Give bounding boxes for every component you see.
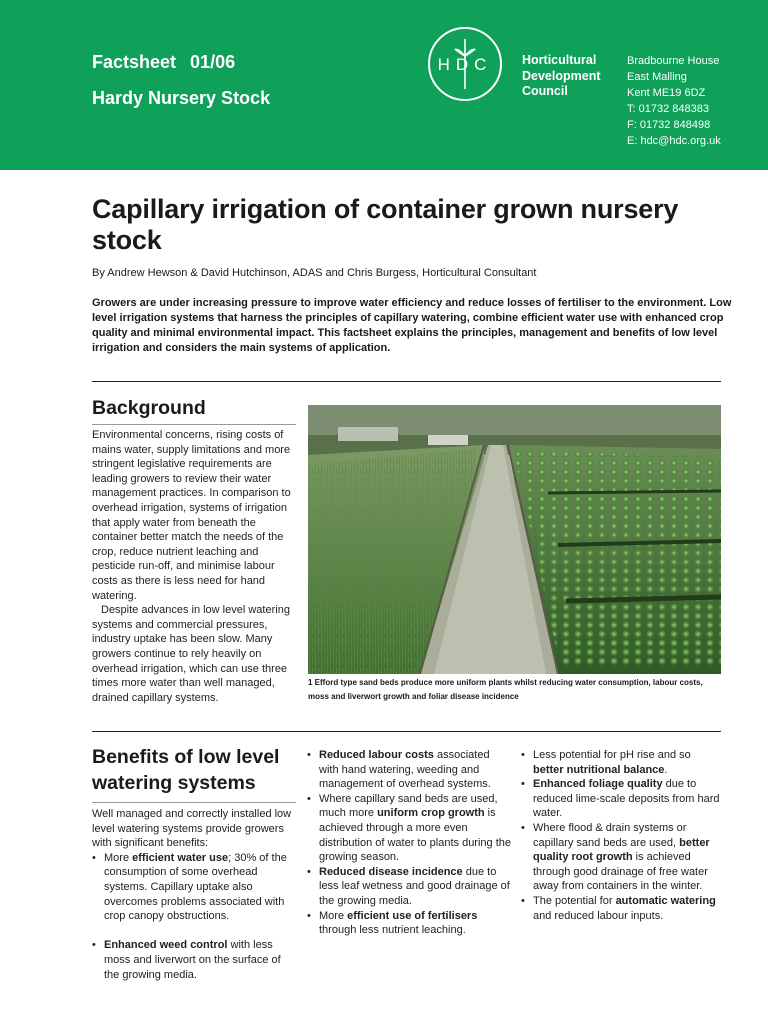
- contact-email[interactable]: E: hdc@hdc.org.uk: [627, 135, 721, 147]
- benefit-item: • More efficient use of fertilisers through less nutrient leaching.: [307, 909, 512, 938]
- benefit-item: • Enhanced foliage quality due to reduced lime-scale deposits from hard water.: [521, 777, 723, 821]
- council-line: Development: [522, 68, 601, 83]
- heading-rule: [92, 424, 296, 425]
- contact-block: [627, 53, 721, 149]
- factsheet-line: [92, 52, 235, 73]
- benefits-lead: Well managed and correctly installed low level watering systems provide growers with significant benefits:: [92, 808, 292, 850]
- council-line: Council: [522, 84, 568, 98]
- contact-line: East Malling: [627, 71, 687, 83]
- background-para: Environmental concerns, rising costs of mains water, supply limitations and more stringent legislative requirements are leading growers to review their water management practices. In comparison to overhead irrigation, systems of irrigation that apply water from beneath the container better match the needs of the crop, reduce nutrient leaching and pesticide run-off, and minimise labour costs as there is less need for hand watering.: [92, 429, 291, 602]
- benefit-item: • Enhanced weed control with less moss and liverwort on the surface of the growing media.: [92, 938, 297, 982]
- benefit-item: • The potential for automatic watering and reduced labour inputs.: [521, 894, 723, 923]
- benefit-list: [307, 748, 512, 938]
- contact-phone: T: 01732 848383: [627, 103, 709, 115]
- intro-paragraph: Growers are under increasing pressure to improve water efficiency and reduce losses of fertiliser to the environment. Low level irrigation systems that harness the principles of capillary watering, combine efficient water use with enhanced crop quality and minimal environmental impact. This factsheet explains the principles, management and benefits of low level irrigation and considers the main systems of application.: [92, 297, 732, 354]
- section-divider: [92, 731, 721, 732]
- benefit-item: • Less potential for pH rise and so better nutritional balance.: [521, 748, 723, 777]
- figure-caption: 1 Efford type sand beds produce more uniform plants whilst reducing water consumption, labour costs, moss and liverwort growth and foliar disease incidence: [308, 678, 703, 701]
- benefit-list: [521, 748, 723, 923]
- contact-line: Kent ME19 6DZ: [627, 87, 706, 99]
- contact-fax: F: 01732 848498: [627, 119, 711, 131]
- benefits-col-1: [92, 807, 297, 982]
- header-banner: [0, 0, 768, 170]
- factsheet-label: Factsheet: [92, 52, 177, 72]
- benefit-item: • Reduced disease incidence due to less leaf wetness and good drainage of the growing media.: [307, 865, 512, 909]
- benefits-col-2: [307, 748, 512, 938]
- benefit-item: • Reduced labour costs associated with hand watering, weeding and management of overhead systems.: [307, 748, 512, 792]
- hdc-logo: [428, 27, 502, 101]
- logo-text: HDC: [437, 55, 493, 74]
- section-divider: [92, 381, 721, 382]
- benefit-list: [92, 851, 297, 982]
- benefits-heading: Benefits of low level watering systems: [92, 746, 280, 794]
- benefits-col-3: [521, 748, 723, 923]
- factsheet-number: 01/06: [190, 52, 236, 72]
- heading-rule: [92, 802, 296, 803]
- background-para: Despite advances in low level watering systems and commercial pressures, industry uptake has been slow. Many growers continue to rely heavily on overhead irrigation, which can use three times more water than well managed, drained capillary systems.: [92, 604, 290, 704]
- nursery-photo: [308, 405, 721, 674]
- byline: By Andrew Hewson & David Hutchinson, ADAS and Chris Burgess, Horticultural Consultant: [92, 267, 537, 279]
- council-line: Horticultural: [522, 53, 597, 67]
- contact-line: Bradbourne House: [627, 55, 720, 67]
- article-title: Capillary irrigation of container grown nursery stock: [92, 194, 679, 255]
- benefit-item: • Where capillary sand beds are used, much more uniform crop growth is achieved through a more even distribution of water to plants during the growing season.: [307, 792, 512, 865]
- benefit-item: • More efficient water use; 30% of the consumption of some overhead systems. Capillary uptake also overcomes problems associated with crop canopy obstructions.: [92, 851, 297, 924]
- council-name: [522, 53, 601, 100]
- subject-heading: Hardy Nursery Stock: [92, 88, 271, 108]
- background-heading: Background: [92, 397, 206, 419]
- background-text: [92, 428, 300, 705]
- benefit-item: • Where flood & drain systems or capillary sand beds are used, better quality root growth is achieved through good drainage of free water away from containers in the winter.: [521, 821, 723, 894]
